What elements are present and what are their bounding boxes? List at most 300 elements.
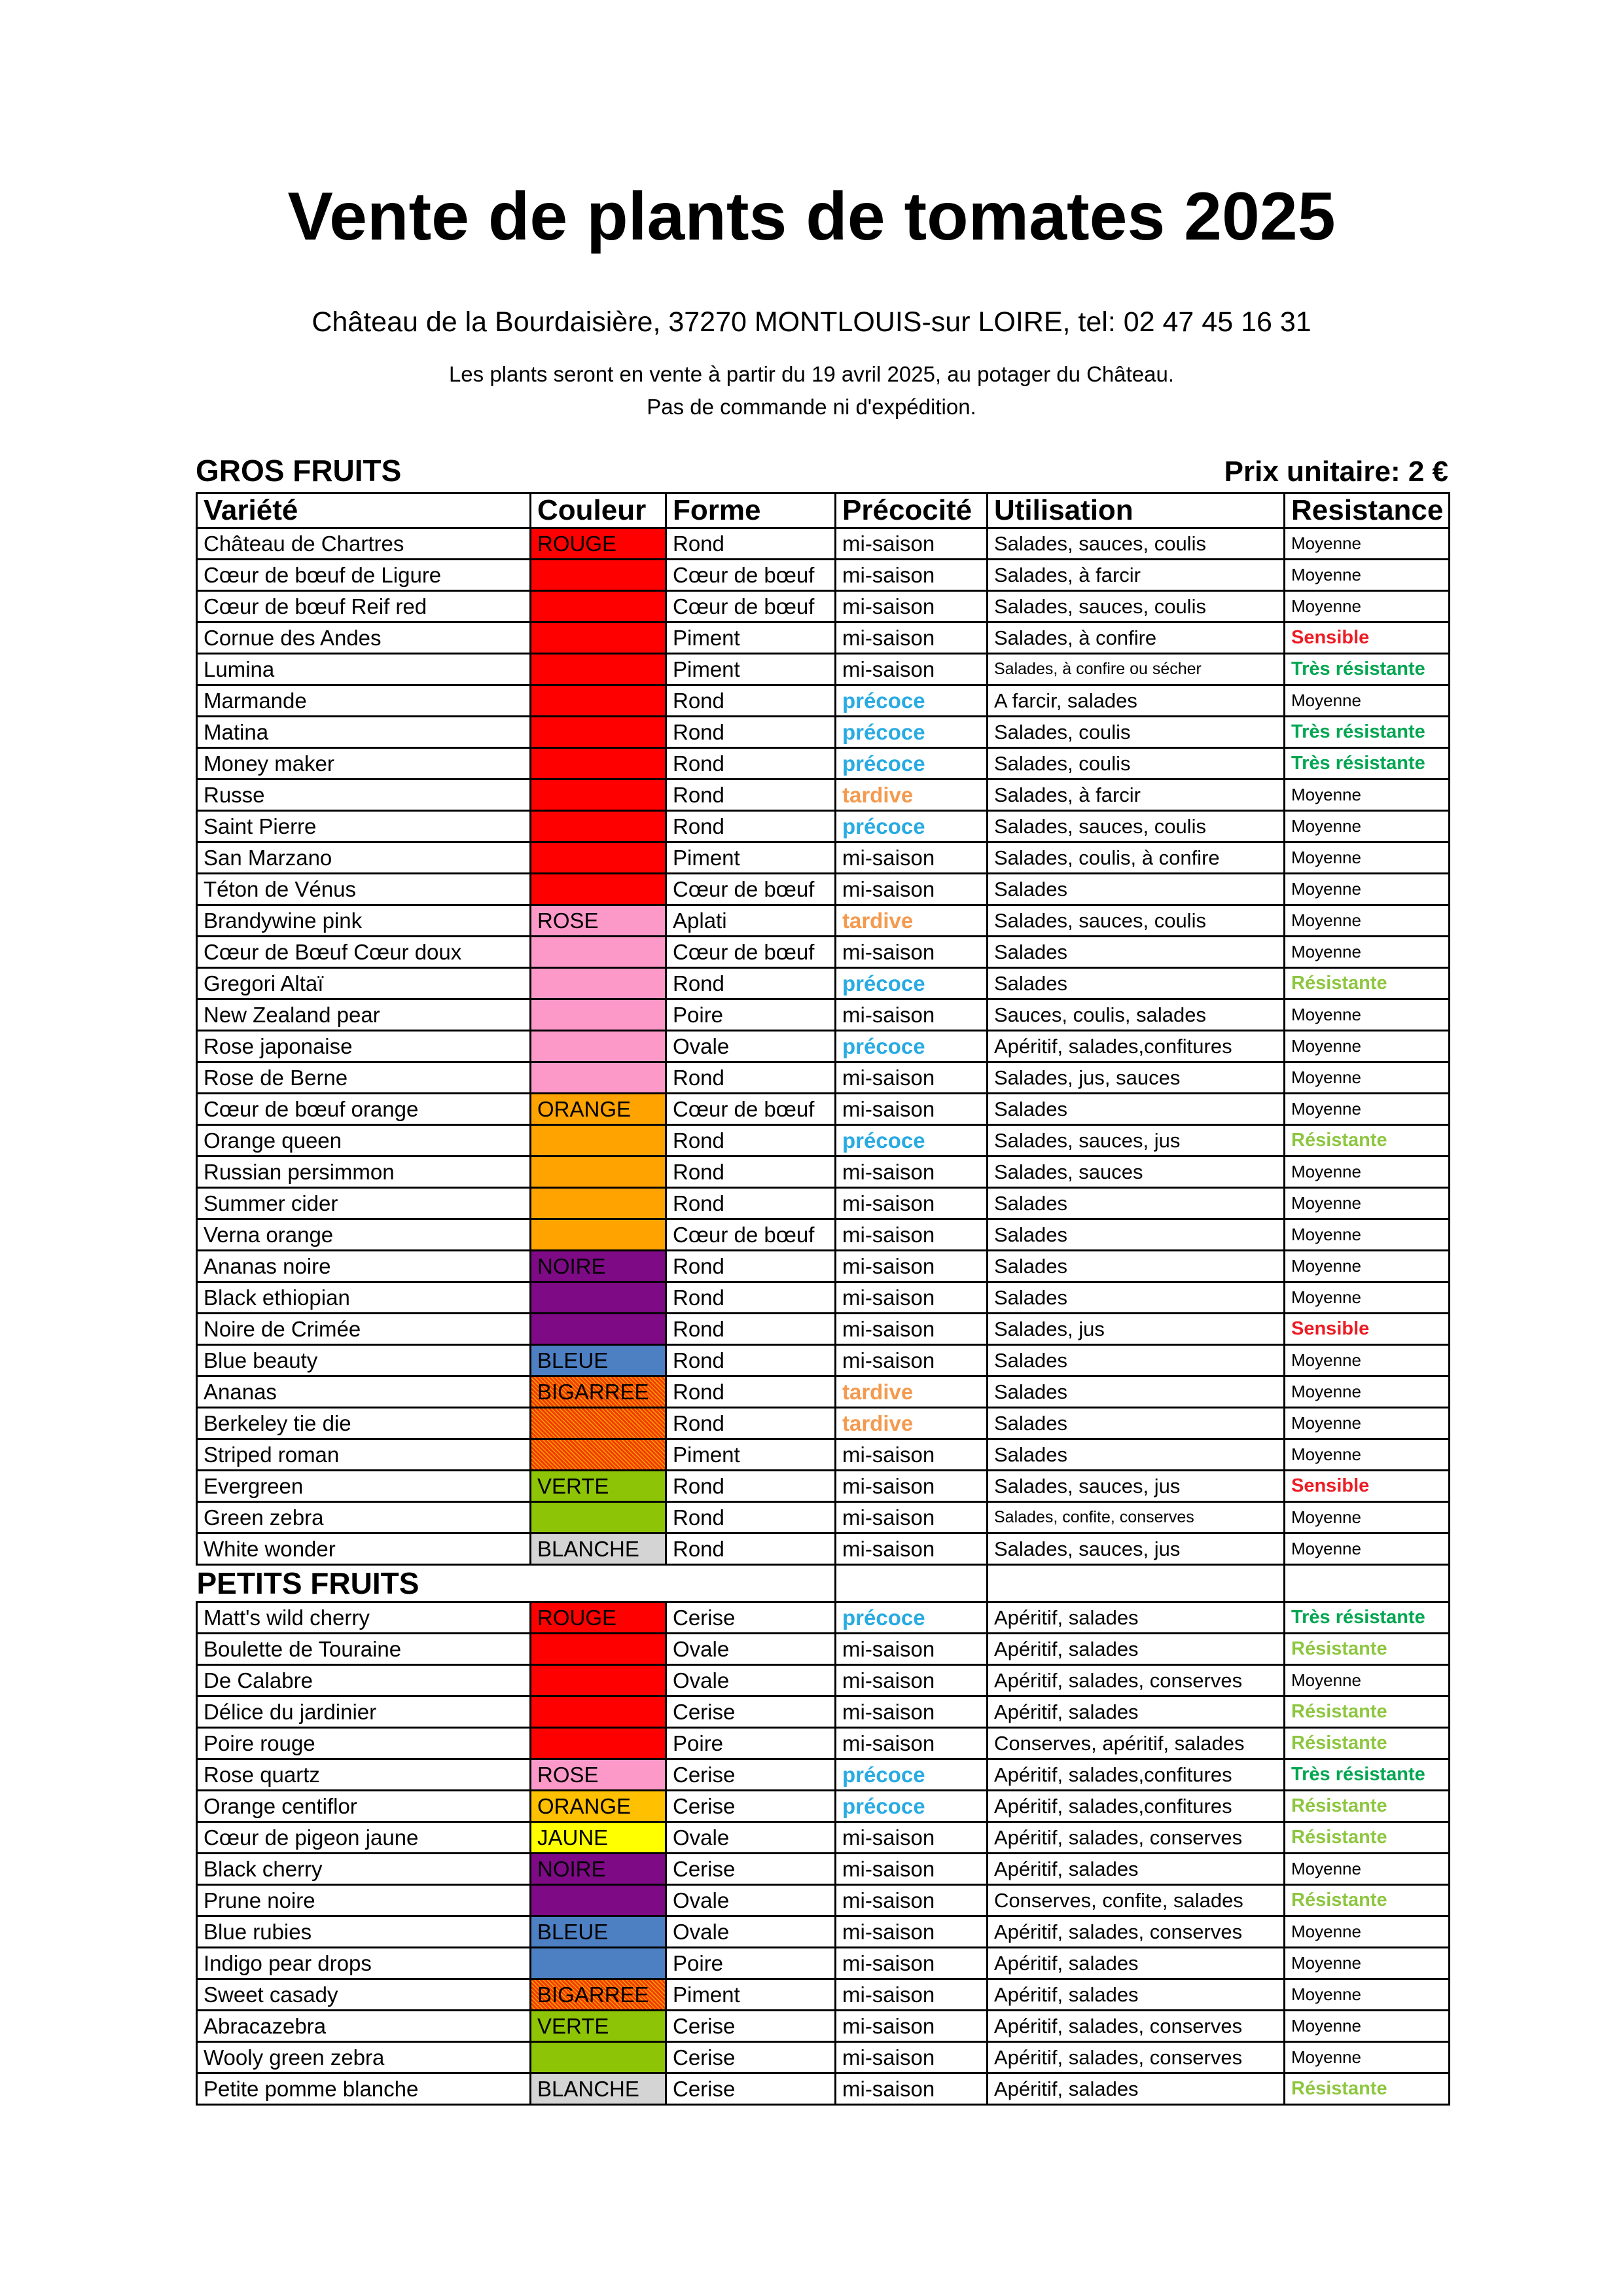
variety-cell: Verna orange [197, 1219, 531, 1251]
variety-cell: Délice du jardinier [197, 1696, 531, 1728]
resistance-cell: Moyenne [1285, 842, 1450, 874]
variety-cell: Cœur de bœuf Reif red [197, 591, 531, 622]
shape-cell: Cerise [666, 1759, 836, 1791]
color-swatch-cell: NOIRE [531, 1854, 666, 1885]
usage-cell: Salades [988, 1188, 1285, 1219]
variety-cell: Gregori Altaï [197, 968, 531, 999]
color-swatch-cell [531, 968, 666, 999]
earliness-cell: mi-saison [836, 591, 988, 622]
table-row [197, 1157, 1450, 1188]
variety-cell: San Marzano [197, 842, 531, 874]
earliness-cell: mi-saison [836, 874, 988, 905]
shape-cell: Piment [666, 654, 836, 685]
resistance-cell: Moyenne [1285, 874, 1450, 905]
resistance-cell: Moyenne [1285, 1854, 1450, 1885]
color-swatch-cell [531, 1031, 666, 1062]
table-header-row [197, 493, 1450, 528]
color-swatch-cell [531, 1502, 666, 1534]
shape-cell: Poire [666, 999, 836, 1031]
table-row [197, 999, 1450, 1031]
column-header: Resistance [1285, 493, 1450, 528]
table-row [197, 2011, 1450, 2042]
variety-cell: Black cherry [197, 1854, 531, 1885]
color-swatch-cell [531, 780, 666, 811]
variety-cell: Cœur de bœuf orange [197, 1094, 531, 1125]
variety-cell: Blue rubies [197, 1916, 531, 1948]
table-row [197, 1885, 1450, 1916]
table-row [197, 1916, 1450, 1948]
table-row [197, 811, 1450, 842]
variety-cell: De Calabre [197, 1665, 531, 1696]
earliness-cell: mi-saison [836, 1439, 988, 1471]
color-swatch-cell: BIGARREE [531, 1376, 666, 1408]
usage-cell: Salades [988, 937, 1285, 968]
usage-cell: Apéritif, salades [988, 1696, 1285, 1728]
color-swatch-cell [531, 654, 666, 685]
table-row [197, 1251, 1450, 1282]
variety-cell: Rose japonaise [197, 1031, 531, 1062]
variety-cell: Orange centiflor [197, 1791, 531, 1822]
table-row [197, 1602, 1450, 1634]
variety-cell: Cœur de pigeon jaune [197, 1822, 531, 1854]
shape-cell: Ovale [666, 1665, 836, 1696]
variety-cell: Lumina [197, 654, 531, 685]
shape-cell: Cœur de bœuf [666, 874, 836, 905]
shape-cell: Cœur de bœuf [666, 591, 836, 622]
resistance-cell: Très résistante [1285, 1602, 1450, 1634]
color-swatch-cell [531, 685, 666, 717]
shape-cell: Ovale [666, 1885, 836, 1916]
resistance-cell: Très résistante [1285, 748, 1450, 780]
color-swatch-cell: BLANCHE [531, 1534, 666, 1565]
usage-cell: Salades [988, 1439, 1285, 1471]
shape-cell: Cœur de bœuf [666, 1094, 836, 1125]
color-swatch-cell [531, 811, 666, 842]
table-row [197, 560, 1450, 591]
shape-cell: Ovale [666, 1916, 836, 1948]
variety-cell: Téton de Vénus [197, 874, 531, 905]
color-swatch-cell [531, 2042, 666, 2073]
earliness-cell: mi-saison [836, 1728, 988, 1759]
resistance-cell: Résistante [1285, 1696, 1450, 1728]
color-swatch-cell [531, 717, 666, 748]
table-row [197, 1759, 1450, 1791]
resistance-cell: Moyenne [1285, 1948, 1450, 1979]
usage-cell: Salades, jus, sauces [988, 1062, 1285, 1094]
resistance-cell: Moyenne [1285, 1282, 1450, 1314]
variety-cell: Cœur de bœuf de Ligure [197, 560, 531, 591]
table-row [197, 1031, 1450, 1062]
earliness-cell: mi-saison [836, 2011, 988, 2042]
usage-cell: Apéritif, salades [988, 1602, 1285, 1634]
column-header: Forme [666, 493, 836, 528]
usage-cell: Salades [988, 1219, 1285, 1251]
usage-cell: Salades, sauces, jus [988, 1125, 1285, 1157]
variety-cell: Money maker [197, 748, 531, 780]
earliness-cell: mi-saison [836, 1314, 988, 1345]
resistance-cell: Moyenne [1285, 1502, 1450, 1534]
variety-cell: Prune noire [197, 1885, 531, 1916]
color-swatch-cell [531, 560, 666, 591]
color-swatch-cell [531, 1219, 666, 1251]
shape-cell: Aplati [666, 905, 836, 937]
variety-cell: Marmande [197, 685, 531, 717]
sale-note-line2: Pas de commande ni d'expédition. [647, 395, 976, 419]
shape-cell: Cerise [666, 1696, 836, 1728]
resistance-cell: Moyenne [1285, 1345, 1450, 1376]
resistance-cell: Moyenne [1285, 1031, 1450, 1062]
earliness-cell: précoce [836, 1031, 988, 1062]
earliness-cell: précoce [836, 1791, 988, 1822]
color-swatch-cell [531, 1157, 666, 1188]
color-swatch-cell: VERTE [531, 2011, 666, 2042]
table-row [197, 1282, 1450, 1314]
variety-cell: Blue beauty [197, 1345, 531, 1376]
earliness-cell: mi-saison [836, 1665, 988, 1696]
shape-cell: Cerise [666, 2011, 836, 2042]
earliness-cell: mi-saison [836, 999, 988, 1031]
usage-cell: Salades, sauces, jus [988, 1471, 1285, 1502]
color-swatch-cell [531, 1665, 666, 1696]
table-row [197, 1125, 1450, 1157]
usage-cell: Apéritif, salades, conserves [988, 1665, 1285, 1696]
variety-cell: Saint Pierre [197, 811, 531, 842]
resistance-cell: Résistante [1285, 1728, 1450, 1759]
shape-cell: Rond [666, 685, 836, 717]
variety-cell: Abracazebra [197, 2011, 531, 2042]
usage-cell: Apéritif, salades, conserves [988, 1822, 1285, 1854]
variety-cell: Noire de Crimée [197, 1314, 531, 1345]
resistance-cell: Résistante [1285, 1125, 1450, 1157]
shape-cell: Rond [666, 811, 836, 842]
section-petits-label: PETITS FRUITS [197, 1565, 836, 1602]
resistance-cell: Moyenne [1285, 1062, 1450, 1094]
variety-cell: Boulette de Touraine [197, 1634, 531, 1665]
usage-cell: Salades, sauces, coulis [988, 905, 1285, 937]
color-swatch-cell [531, 622, 666, 654]
shape-cell: Rond [666, 1282, 836, 1314]
color-swatch-cell: ROUGE [531, 528, 666, 560]
resistance-cell: Sensible [1285, 1471, 1450, 1502]
usage-cell: Salades, sauces [988, 1157, 1285, 1188]
table-row [197, 1094, 1450, 1125]
variety-cell: Orange queen [197, 1125, 531, 1157]
table-row [197, 1188, 1450, 1219]
table-row [197, 528, 1450, 560]
table-row [197, 1408, 1450, 1439]
earliness-cell: mi-saison [836, 654, 988, 685]
usage-cell: Conserves, confite, salades [988, 1885, 1285, 1916]
earliness-cell: mi-saison [836, 1696, 988, 1728]
shape-cell: Rond [666, 1345, 836, 1376]
table-row [197, 1376, 1450, 1408]
variety-cell: Cœur de Bœuf Cœur doux [197, 937, 531, 968]
usage-cell: Salades [988, 1282, 1285, 1314]
color-swatch-cell: VERTE [531, 1471, 666, 1502]
variety-cell: Green zebra [197, 1502, 531, 1534]
color-swatch-cell [531, 1188, 666, 1219]
earliness-cell: mi-saison [836, 1094, 988, 1125]
shape-cell: Rond [666, 717, 836, 748]
usage-cell: Salades, coulis, à confire [988, 842, 1285, 874]
usage-cell: Salades [988, 1408, 1285, 1439]
earliness-cell: mi-saison [836, 1157, 988, 1188]
table-row [197, 1219, 1450, 1251]
section-row [197, 1565, 1450, 1602]
earliness-cell: mi-saison [836, 1822, 988, 1854]
color-swatch-cell [531, 1728, 666, 1759]
color-swatch-cell [531, 1439, 666, 1471]
table-row [197, 1665, 1450, 1696]
table-row [197, 905, 1450, 937]
shape-cell: Rond [666, 780, 836, 811]
resistance-cell: Moyenne [1285, 1439, 1450, 1471]
earliness-cell: mi-saison [836, 1534, 988, 1565]
usage-cell: Sauces, coulis, salades [988, 999, 1285, 1031]
color-swatch-cell [531, 842, 666, 874]
shape-cell: Piment [666, 1439, 836, 1471]
earliness-cell: mi-saison [836, 2042, 988, 2073]
variety-cell: Wooly green zebra [197, 2042, 531, 2073]
color-swatch-cell: ROSE [531, 905, 666, 937]
resistance-cell: Moyenne [1285, 1665, 1450, 1696]
shape-cell: Piment [666, 1979, 836, 2011]
color-swatch-cell: ORANGE [531, 1094, 666, 1125]
variety-cell: Matina [197, 717, 531, 748]
table-row [197, 1696, 1450, 1728]
usage-cell: Salades, sauces, coulis [988, 591, 1285, 622]
color-swatch-cell [531, 1125, 666, 1157]
color-swatch-cell: ROUGE [531, 1602, 666, 1634]
shape-cell: Cerise [666, 1854, 836, 1885]
usage-cell: Apéritif, salades [988, 1634, 1285, 1665]
resistance-cell: Moyenne [1285, 1251, 1450, 1282]
column-header: Utilisation [988, 493, 1285, 528]
empty-cell [988, 1565, 1285, 1602]
resistance-cell: Sensible [1285, 622, 1450, 654]
shape-cell: Rond [666, 1157, 836, 1188]
shape-cell: Rond [666, 1062, 836, 1094]
color-swatch-cell [531, 591, 666, 622]
table-row [197, 654, 1450, 685]
usage-cell: Salades [988, 1094, 1285, 1125]
shape-cell: Rond [666, 1188, 836, 1219]
shape-cell: Rond [666, 1408, 836, 1439]
variety-cell: Indigo pear drops [197, 1948, 531, 1979]
resistance-cell: Moyenne [1285, 905, 1450, 937]
shape-cell: Cœur de bœuf [666, 560, 836, 591]
color-swatch-cell: BIGARREE [531, 1979, 666, 2011]
shape-cell: Poire [666, 1728, 836, 1759]
color-swatch-cell: ORANGE [531, 1791, 666, 1822]
variety-cell: Summer cider [197, 1188, 531, 1219]
resistance-cell: Moyenne [1285, 1979, 1450, 2011]
resistance-cell: Très résistante [1285, 654, 1450, 685]
shape-cell: Cerise [666, 2073, 836, 2105]
earliness-cell: mi-saison [836, 1282, 988, 1314]
page-title: Vente de plants de tomates 2025 [287, 179, 1336, 255]
color-swatch-cell [531, 1948, 666, 1979]
plants-table-body [197, 528, 1450, 2105]
earliness-cell: mi-saison [836, 622, 988, 654]
shape-cell: Ovale [666, 1031, 836, 1062]
color-swatch-cell: JAUNE [531, 1822, 666, 1854]
variety-cell: Petite pomme blanche [197, 2073, 531, 2105]
shape-cell: Piment [666, 842, 836, 874]
resistance-cell: Résistante [1285, 1634, 1450, 1665]
resistance-cell: Résistante [1285, 1885, 1450, 1916]
column-header: Couleur [531, 493, 666, 528]
table-row [197, 1062, 1450, 1094]
shape-cell: Rond [666, 1471, 836, 1502]
table-row [197, 1822, 1450, 1854]
resistance-cell: Très résistante [1285, 717, 1450, 748]
earliness-cell: mi-saison [836, 1471, 988, 1502]
color-swatch-cell [531, 1282, 666, 1314]
color-swatch-cell: BLANCHE [531, 2073, 666, 2105]
earliness-cell: mi-saison [836, 1251, 988, 1282]
color-swatch-cell [531, 1634, 666, 1665]
variety-cell: Russe [197, 780, 531, 811]
table-row [197, 1345, 1450, 1376]
color-swatch-cell: NOIRE [531, 1251, 666, 1282]
usage-cell: Salades, sauces, coulis [988, 811, 1285, 842]
variety-cell: White wonder [197, 1534, 531, 1565]
usage-cell: Apéritif, salades [988, 1854, 1285, 1885]
sale-note-line1: Les plants seront en vente à partir du 19 avril 2025, au potager du Château. [448, 362, 1175, 386]
variety-cell: Berkeley tie die [197, 1408, 531, 1439]
earliness-cell: mi-saison [836, 1854, 988, 1885]
table-row [197, 1634, 1450, 1665]
shape-cell: Rond [666, 748, 836, 780]
variety-cell: Brandywine pink [197, 905, 531, 937]
variety-cell: Ananas [197, 1376, 531, 1408]
color-swatch-cell [531, 937, 666, 968]
resistance-cell: Moyenne [1285, 1376, 1450, 1408]
earliness-cell: précoce [836, 811, 988, 842]
usage-cell: Salades, à farcir [988, 560, 1285, 591]
table-row [197, 842, 1450, 874]
unit-price-label: Prix unitaire: 2 € [1224, 456, 1448, 488]
usage-cell: Salades, à confire ou sécher [988, 654, 1285, 685]
shape-cell: Cerise [666, 2042, 836, 2073]
earliness-cell: mi-saison [836, 1219, 988, 1251]
earliness-cell: mi-saison [836, 1502, 988, 1534]
resistance-cell: Moyenne [1285, 2011, 1450, 2042]
shape-cell: Rond [666, 1314, 836, 1345]
usage-cell: Salades [988, 968, 1285, 999]
earliness-cell: mi-saison [836, 937, 988, 968]
table-row [197, 591, 1450, 622]
resistance-cell: Moyenne [1285, 1094, 1450, 1125]
table-row [197, 1502, 1450, 1534]
shape-cell: Piment [666, 622, 836, 654]
table-row [197, 717, 1450, 748]
resistance-cell: Moyenne [1285, 560, 1450, 591]
color-swatch-cell [531, 999, 666, 1031]
color-swatch-cell [531, 1314, 666, 1345]
resistance-cell: Très résistante [1285, 1759, 1450, 1791]
variety-cell: Sweet casady [197, 1979, 531, 2011]
table-row [197, 874, 1450, 905]
table-row [197, 1791, 1450, 1822]
earliness-cell: précoce [836, 1125, 988, 1157]
resistance-cell: Moyenne [1285, 1188, 1450, 1219]
column-header: Précocité [836, 493, 988, 528]
shape-cell: Poire [666, 1948, 836, 1979]
usage-cell: Apéritif, salades,confitures [988, 1031, 1285, 1062]
table-row [197, 1728, 1450, 1759]
resistance-cell: Résistante [1285, 1822, 1450, 1854]
earliness-cell: précoce [836, 748, 988, 780]
usage-cell: Apéritif, salades, conserves [988, 2011, 1285, 2042]
earliness-cell: mi-saison [836, 560, 988, 591]
shape-cell: Cerise [666, 1791, 836, 1822]
resistance-cell: Moyenne [1285, 1534, 1450, 1565]
table-row [197, 1534, 1450, 1565]
resistance-cell: Moyenne [1285, 1219, 1450, 1251]
color-swatch-cell [531, 1885, 666, 1916]
shape-cell: Rond [666, 968, 836, 999]
color-swatch-cell [531, 1408, 666, 1439]
usage-cell: Salades, sauces, coulis [988, 528, 1285, 560]
usage-cell: Apéritif, salades, conserves [988, 2042, 1285, 2073]
resistance-cell: Moyenne [1285, 2042, 1450, 2073]
earliness-cell: précoce [836, 968, 988, 999]
variety-cell: Rose quartz [197, 1759, 531, 1791]
usage-cell: Apéritif, salades [988, 1979, 1285, 2011]
resistance-cell: Moyenne [1285, 685, 1450, 717]
empty-cell [836, 1565, 988, 1602]
resistance-cell: Moyenne [1285, 811, 1450, 842]
usage-cell: Salades [988, 874, 1285, 905]
earliness-cell: mi-saison [836, 528, 988, 560]
usage-cell: Apéritif, salades,confitures [988, 1759, 1285, 1791]
earliness-cell: précoce [836, 1759, 988, 1791]
table-row [197, 1854, 1450, 1885]
earliness-cell: mi-saison [836, 1345, 988, 1376]
shape-cell: Ovale [666, 1634, 836, 1665]
table-row [197, 1439, 1450, 1471]
variety-cell: Cornue des Andes [197, 622, 531, 654]
variety-cell: Rose de Berne [197, 1062, 531, 1094]
color-swatch-cell [531, 1696, 666, 1728]
earliness-cell: mi-saison [836, 1634, 988, 1665]
variety-cell: Poire rouge [197, 1728, 531, 1759]
section-gros-label: GROS FRUITS [196, 454, 402, 488]
usage-cell: Salades, coulis [988, 717, 1285, 748]
empty-cell [1285, 1565, 1450, 1602]
resistance-cell: Moyenne [1285, 1408, 1450, 1439]
usage-cell: Salades [988, 1376, 1285, 1408]
resistance-cell: Résistante [1285, 968, 1450, 999]
earliness-cell: tardive [836, 905, 988, 937]
table-row [197, 968, 1450, 999]
table-row [197, 780, 1450, 811]
shape-cell: Cerise [666, 1602, 836, 1634]
section-heading-gros [196, 454, 1448, 488]
table-row [197, 1948, 1450, 1979]
table-row [197, 937, 1450, 968]
resistance-cell: Moyenne [1285, 1916, 1450, 1948]
address-line: Château de la Bourdaisière, 37270 MONTLOUIS-sur LOIRE, tel: 02 47 45 16 31 [312, 306, 1311, 338]
resistance-cell: Moyenne [1285, 591, 1450, 622]
usage-cell: Salades, sauces, jus [988, 1534, 1285, 1565]
earliness-cell: précoce [836, 685, 988, 717]
earliness-cell: précoce [836, 1602, 988, 1634]
earliness-cell: mi-saison [836, 2073, 988, 2105]
variety-cell: Ananas noire [197, 1251, 531, 1282]
